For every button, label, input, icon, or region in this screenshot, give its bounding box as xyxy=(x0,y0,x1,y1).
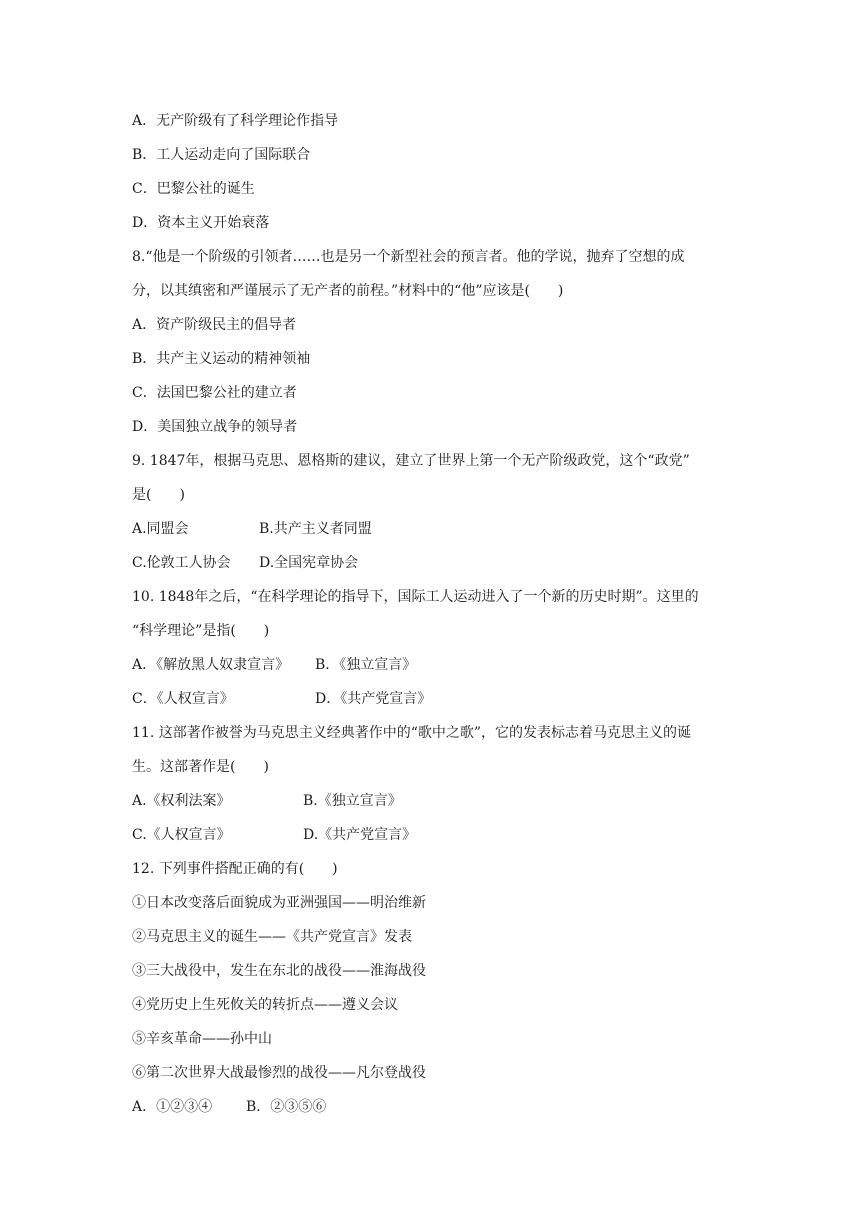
q10-option-b: B．《独立宣言》 xyxy=(315,657,417,673)
q10-option-c: C．《人权宣言》 xyxy=(132,691,234,707)
q12-item-3: ③三大战役中，发生在东北的战役——淮海战役 xyxy=(132,963,426,979)
q12-item-4: ④党历史上生死攸关的转折点——遵义会议 xyxy=(132,997,398,1013)
q8-stem-line1: 8.“他是一个阶级的引领者……也是另一个新型社会的预言者。他的学说，抛弃了空想的成 xyxy=(132,249,685,265)
q12-options-row xyxy=(132,1090,732,1124)
q12-stem: 12. 下列事件搭配正确的有( ) xyxy=(132,861,338,877)
q9-stem-line1: 9. 1847年，根据马克思、恩格斯的建议，建立了世界上第一个无产阶级政党，这个“政党” xyxy=(132,453,690,469)
q12-item-2: ②马克思主义的诞生——《共产党宣言》发表 xyxy=(132,929,412,945)
q8-option-a: A．资产阶级民主的倡导者 xyxy=(132,317,297,333)
q12-option-b: B．②③⑤⑥ xyxy=(246,1099,327,1115)
q7-option-d: D．资本主义开始衰落 xyxy=(132,215,270,231)
q10-stem-line1: 10. 1848年之后，“在科学理论的指导下，国际工人运动进入了一个新的历史时期”。这里的 xyxy=(132,589,699,605)
q12-item-1: ①日本改变落后面貌成为亚洲强国——明治维新 xyxy=(132,895,426,911)
q11-option-b: B.《独立宣言》 xyxy=(303,793,402,809)
q10-option-d: D．《共产党宣言》 xyxy=(315,691,432,707)
q8-option-b: B．共产主义运动的精神领袖 xyxy=(132,351,311,367)
q9-options-row1 xyxy=(132,512,732,546)
q11-option-a: A.《权利法案》 xyxy=(132,793,231,809)
q9-option-a: A.同盟会 xyxy=(132,521,189,537)
q8-option-c: C．法国巴黎公社的建立者 xyxy=(132,385,297,401)
q9-option-b: B.共产主义者同盟 xyxy=(259,521,372,537)
q11-options-row2 xyxy=(132,818,732,852)
q10-options-row1 xyxy=(132,648,732,682)
q11-option-c: C.《人权宣言》 xyxy=(132,827,231,843)
q9-option-c: C.伦敦工人协会 xyxy=(132,555,231,571)
q7-option-c: C．巴黎公社的诞生 xyxy=(132,181,255,197)
q8-option-d: D．美国独立战争的领导者 xyxy=(132,419,298,435)
question-content xyxy=(132,104,732,1124)
q7-option-b: B．工人运动走向了国际联合 xyxy=(132,147,311,163)
q9-option-d: D.全国宪章协会 xyxy=(259,555,359,571)
q12-option-a: A．①②③④ xyxy=(132,1099,213,1115)
q11-option-d: D.《共产党宣言》 xyxy=(303,827,417,843)
q10-option-a: A．《解放黑人奴隶宣言》 xyxy=(132,657,290,673)
q10-stem-line2: “科学理论”是指( ) xyxy=(132,623,270,639)
q11-stem-line1: 11. 这部著作被誉为马克思主义经典著作中的“歌中之歌”，它的发表标志着马克思主义的诞 xyxy=(132,725,692,741)
q12-item-5: ⑤辛亥革命——孙中山 xyxy=(132,1031,272,1047)
q8-stem-line2: 分，以其缜密和严谨展示了无产者的前程。”材料中的“他”应该是( ) xyxy=(132,283,564,299)
q7-option-a: A．无产阶级有了科学理论作指导 xyxy=(132,113,339,129)
q11-stem-line2: 生。这部著作是( ) xyxy=(132,759,269,775)
q12-item-6: ⑥第二次世界大战最惨烈的战役——凡尔登战役 xyxy=(132,1065,426,1081)
q9-options-row2 xyxy=(132,546,732,580)
q10-options-row2 xyxy=(132,682,732,716)
q9-stem-line2: 是( ) xyxy=(132,487,185,503)
q11-options-row1 xyxy=(132,784,732,818)
